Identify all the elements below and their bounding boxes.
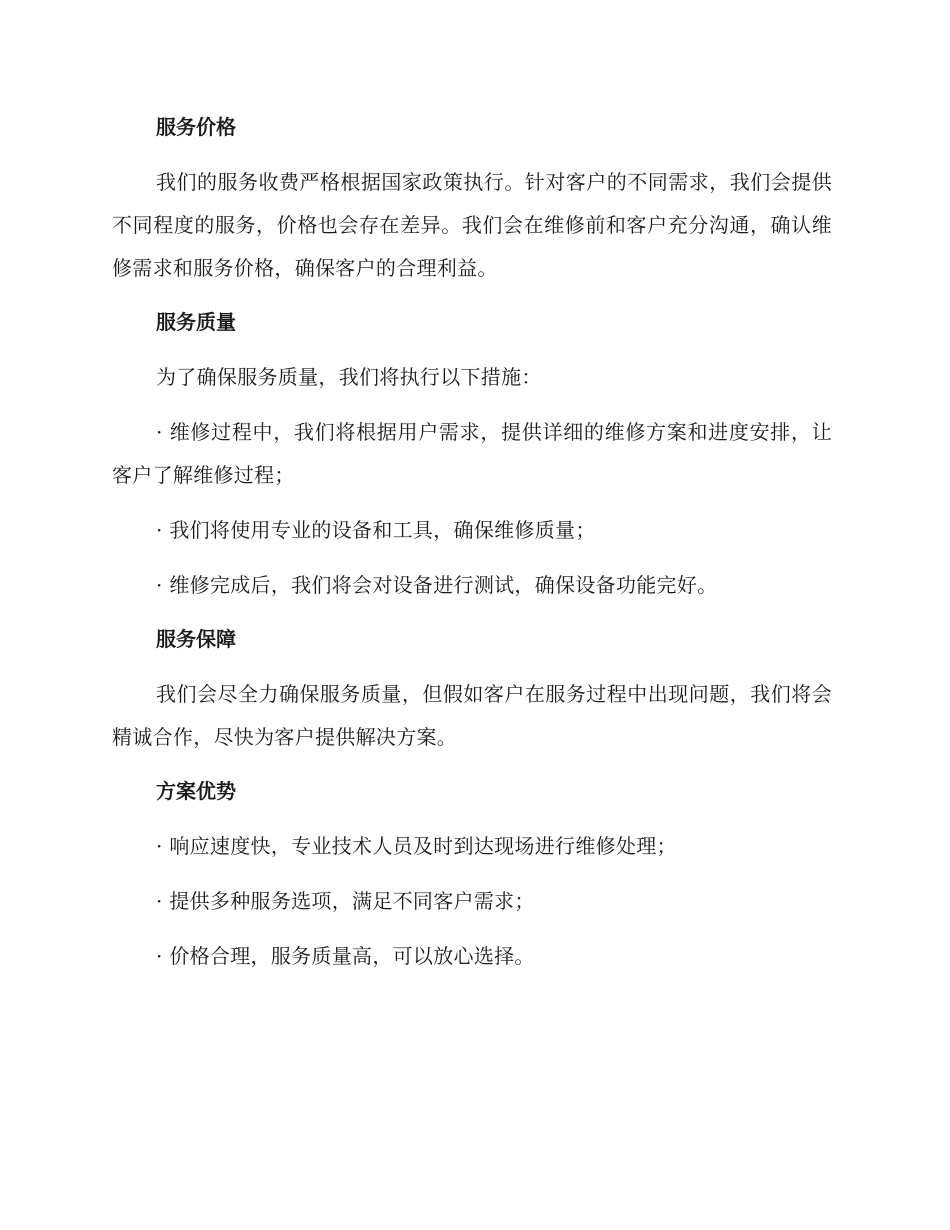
list-item: · 响应速度快，专业技术人员及时到达现场进行维修处理； bbox=[156, 834, 677, 858]
section-heading-advantages: 方案优势 bbox=[156, 779, 236, 803]
paragraph-guarantee: 我们会尽全力确保服务质量，但假如客户在服务过程中出现问题，我们将会精诚合作，尽快为客户提供解决方案。 bbox=[112, 682, 832, 749]
section-heading-quality: 服务质量 bbox=[156, 310, 236, 334]
list-item: · 维修过程中，我们将根据用户需求，提供详细的维修方案和进度安排，让客户了解维修过程； bbox=[112, 420, 832, 487]
paragraph-price: 我们的服务收费严格根据国家政策执行。针对客户的不同需求，我们会提供不同程度的服务，价格也会存在差异。我们会在维修前和客户充分沟通，确认维修需求和服务价格，确保客户的合理利益。 bbox=[112, 170, 832, 280]
list-item: · 我们将使用专业的设备和工具，确保维修质量； bbox=[156, 518, 596, 542]
section-heading-price: 服务价格 bbox=[156, 115, 236, 139]
document-body bbox=[112, 107, 832, 990]
list-item: · 价格合理，服务质量高，可以放心选择。 bbox=[156, 944, 535, 968]
list-item: · 维修完成后，我们将会对设备进行测试，确保设备功能完好。 bbox=[156, 573, 718, 597]
list-item: · 提供多种服务选项，满足不同客户需求； bbox=[156, 889, 535, 913]
paragraph-quality-intro: 为了确保服务质量，我们将执行以下措施： bbox=[156, 365, 542, 389]
section-heading-guarantee: 服务保障 bbox=[156, 627, 236, 651]
